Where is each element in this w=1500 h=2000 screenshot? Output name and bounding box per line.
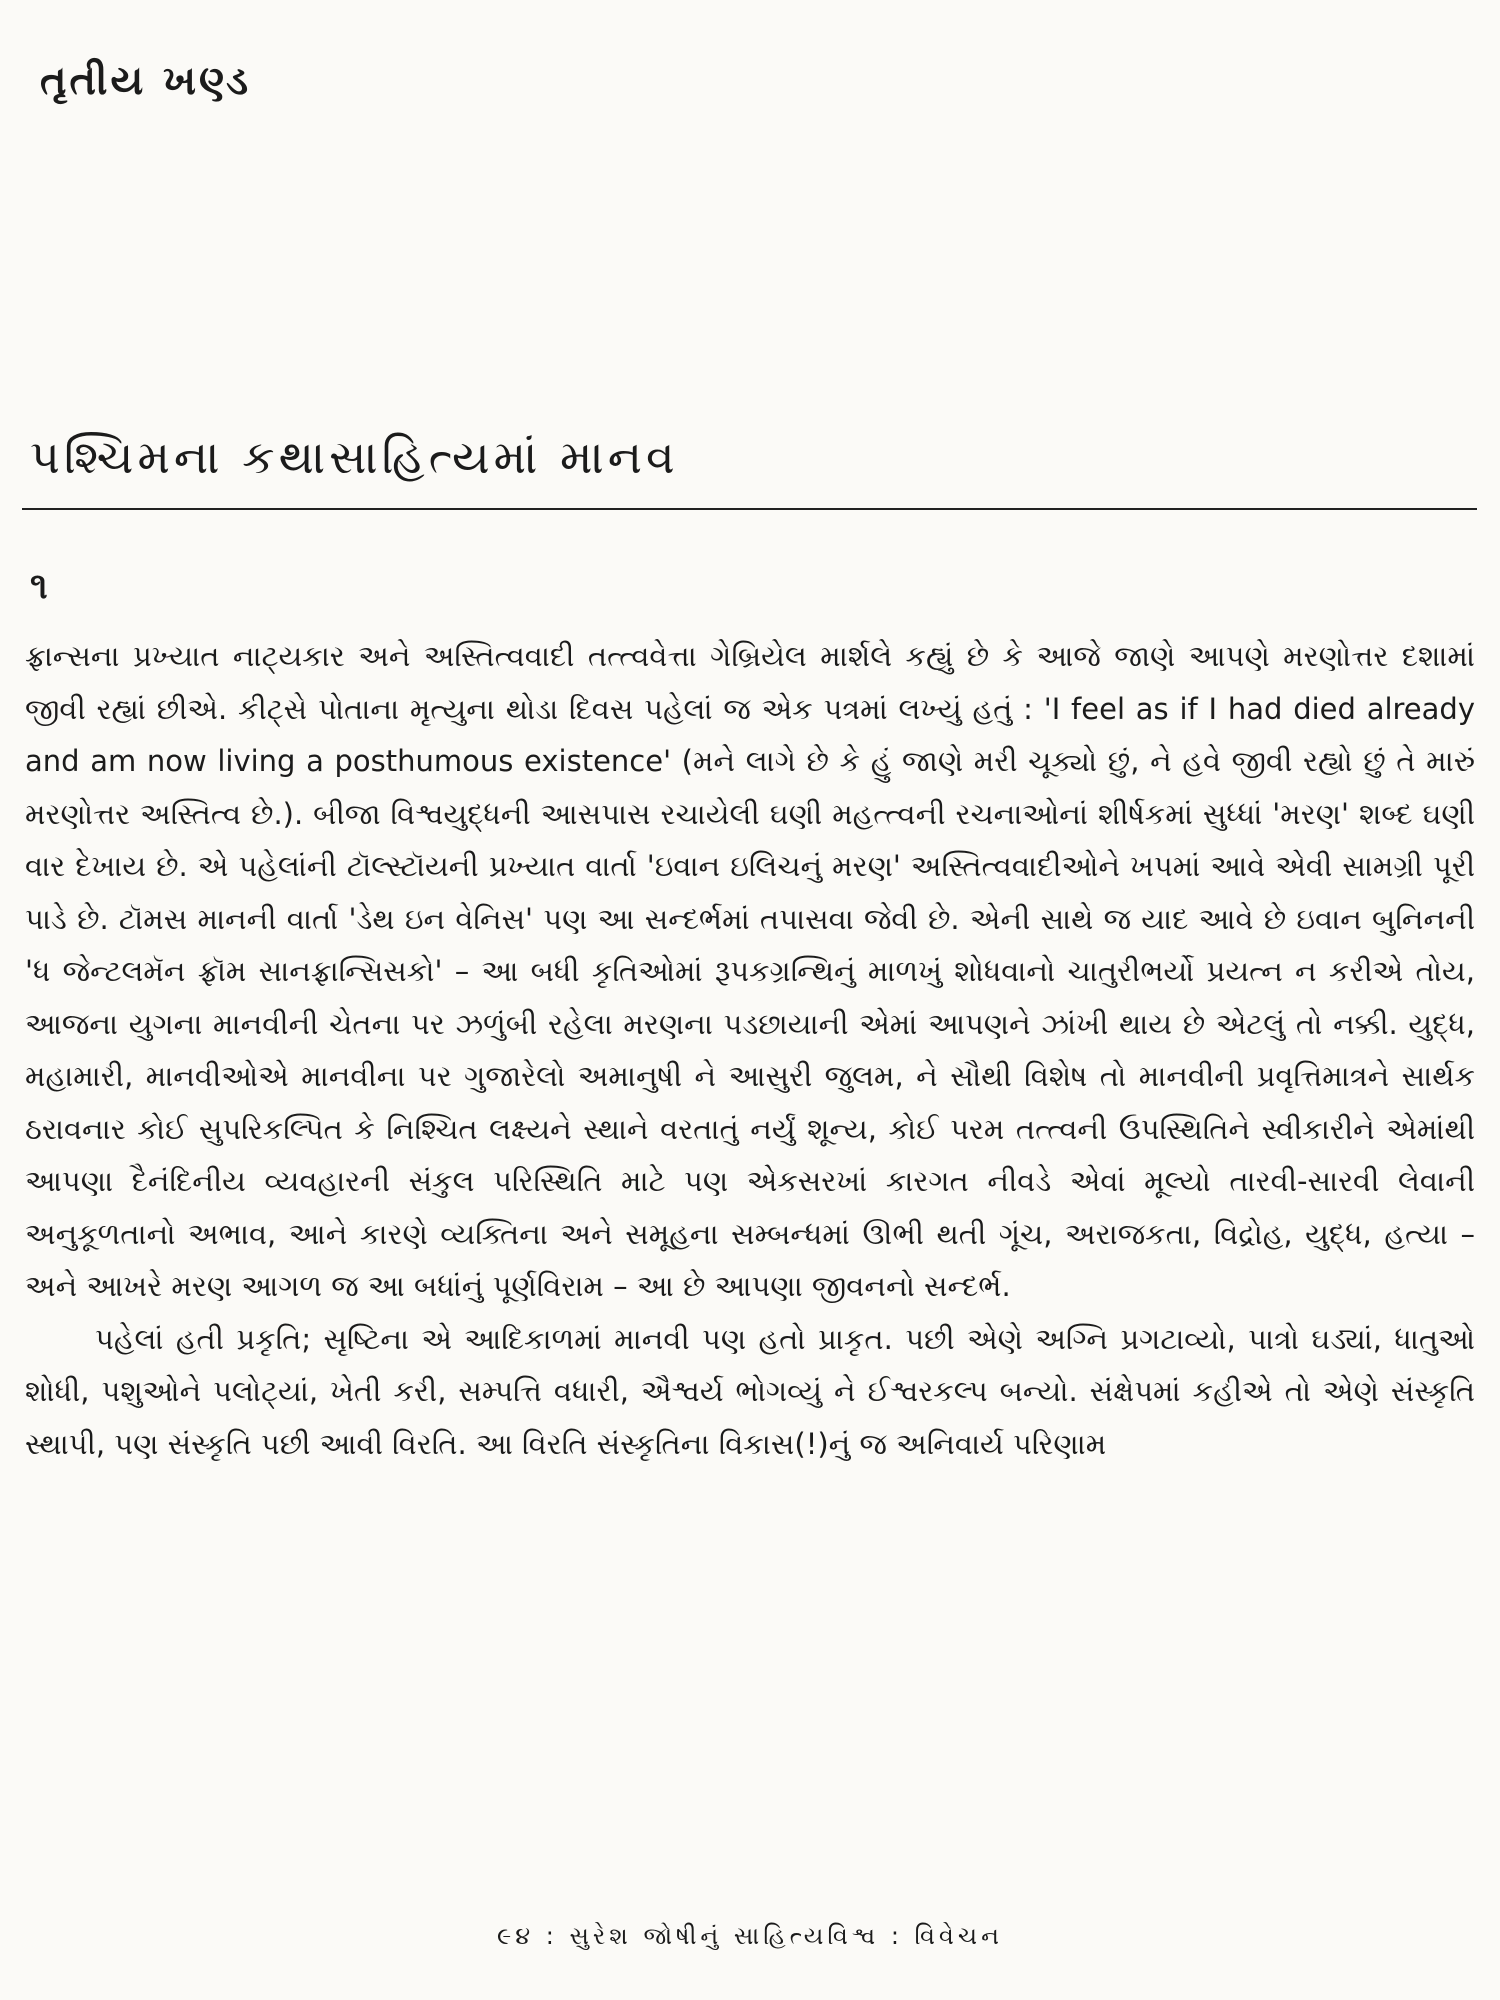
body-text: [25, 630, 1475, 1470]
section-label: તૃતીય ખણ્ડ: [40, 58, 252, 104]
title-divider: [22, 508, 1477, 510]
chapter-title: પશ્ચિમના કથાસાહિત્યમાં માનવ: [30, 430, 679, 484]
section-number: ૧: [30, 566, 48, 607]
page-footer: ૯૪ : સુરેશ જોષીનું સાહિત્યવિશ્વ : વિવેચન: [497, 1922, 1003, 1950]
paragraph-1: ફ્રાન્સના પ્રખ્યાત નાટ્યકાર અને અસ્તિત્વવાદી તત્ત્વવેત્તા ગેબ્રિયેલ માર્શલે કહ્યું છે કે આજે જાણે આપણે મરણોત્તર દશામાં જીવી રહ્યાં છીએ. કીટ્સે પોતાના મૃત્યુના થોડા દિવસ પહેલાં જ એક પત્રમાં લખ્યું હતું : 'I feel as if I had died already and am now living a posthumous existence' (મને લાગે છે કે હું જાણે મરી ચૂક્યો છું, ને હવે જીવી રહ્યો છું તે મારું મરણોત્તર અસ્તિત્વ છે.). બીજા વિશ્વયુદ્ધની આસપાસ રચાયેલી ઘણી મહત્ત્વની રચનાઓનાં શીર્ષકમાં સુધ્ધાં 'મરણ' શબ્દ ઘણી વાર દેખાય છે. એ પહેલાંની ટૉલ્સ્ટૉયની પ્રખ્યાત વાર્તા 'ઇવાન ઇલિચનું મરણ' અસ્તિત્વવાદીઓને ખપમાં આવે એવી સામગ્રી પૂરી પાડે છે. ટૉમસ માનની વાર્તા 'ડેથ ઇન વેનિસ' પણ આ સન્દર્ભમાં તપાસવા જેવી છે. એની સાથે જ યાદ આવે છે ઇવાન બુનિનની 'ધ જેન્ટલમૅન ફ્રૉમ સાનફ્રાન્સિસકો' – આ બધી કૃતિઓમાં રૂપકગ્રન્થિનું માળખું શોધવાનો ચાતુરીભર્યો પ્રયત્ન ન કરીએ તોય, આજના યુગના માનવીની ચેતના પર ઝળુંબી રહેલા મરણના પડછાયાની એમાં આપણને ઝાંખી થાય છે એટલું તો નક્કી. યુદ્ધ, મહામારી, માનવીઓએ માનવીના પર ગુજારેલો અમાનુષી ને આસુરી જુલમ, ને સૌથી વિશેષ તો માનવીની પ્રવૃત્તિમાત્રને સાર્થક ઠરાવનાર કોઈ સુપરિકલ્પિત કે નિશ્ચિત લક્ષ્યને સ્થાને વરતાતું નર્યું શૂન્ય, કોઈ પરમ તત્ત્વની ઉપસ્થિતિને સ્વીકારીને એમાંથી આપણા દૈનંદિનીય વ્યવહારની સંકુલ પરિસ્થિતિ માટે પણ એકસરખાં કારગત નીવડે એવાં મૂલ્યો તારવી-સારવી લેવાની અનુકૂળતાનો અભાવ, આને કારણે વ્યક્તિના અને સમૂહના સમ્બન્ધમાં ઊભી થતી ગૂંચ, અરાજકતા, વિદ્રોહ, યુદ્ધ, હત્યા – અને આખરે મરણ આગળ જ આ બધાંનું પૂર્ણવિરામ – આ છે આપણા જીવનનો સન્દર્ભ.: [25, 639, 1475, 1303]
paragraph-2: પહેલાં હતી પ્રકૃતિ; સૃષ્ટિના એ આદિકાળમાં માનવી પણ હતો પ્રાકૃત. પછી એણે અગ્નિ પ્રગટાવ્યો, પાત્રો ઘડ્યાં, ધાતુઓ શોધી, પશુઓને પલોટ્યાં, ખેતી કરી, સમ્પત્તિ વધારી, ઐશ્વર્ય ભોગવ્યું ને ઈશ્વરકલ્પ બન્યો. સંક્ષેપમાં કહીએ તો એણે સંસ્કૃતિ સ્થાપી, પણ સંસ્કૃતિ પછી આવી વિરતિ. આ વિરતિ સંસ્કૃતિના વિકાસ(!)નું જ અનિવાર્ય પરિણામ: [25, 1321, 1475, 1461]
